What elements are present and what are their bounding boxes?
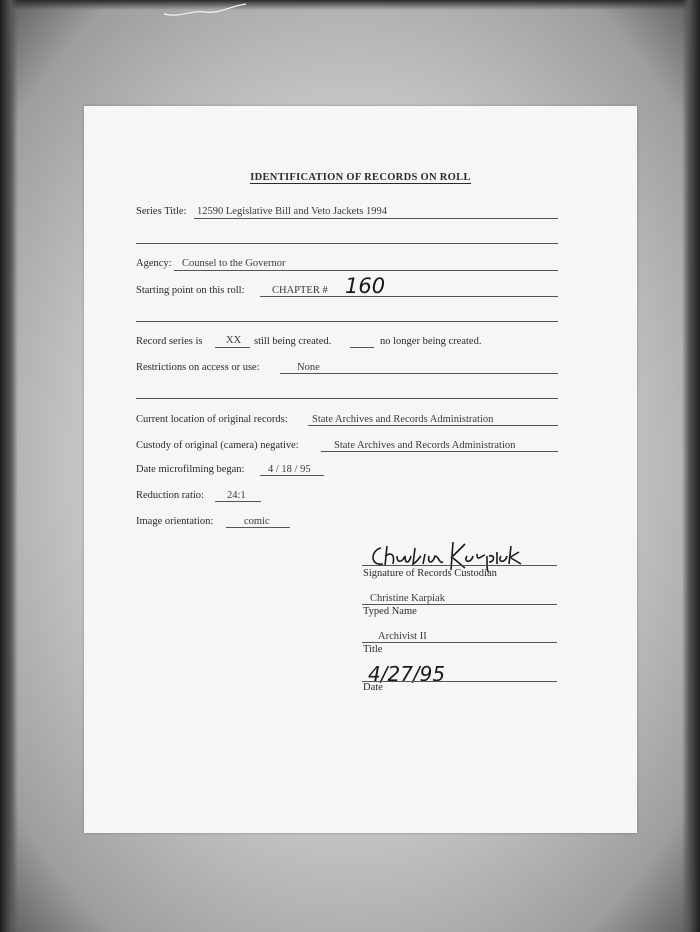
title-label: Title [363, 644, 383, 655]
orientation-underline [226, 527, 290, 528]
date-underline [362, 681, 557, 682]
record-series-label: Record series is [136, 336, 203, 347]
agency-underline [174, 270, 558, 271]
film-scratch [160, 0, 250, 22]
date-handwritten: 4/27/95 [368, 662, 446, 686]
typed-name-underline [362, 604, 557, 605]
signature-underline [362, 565, 557, 566]
date-began-label: Date microfilming began: [136, 464, 245, 475]
reduction-underline [215, 501, 261, 502]
date-label: Date [363, 682, 383, 693]
custody-value: State Archives and Records Administration [334, 440, 516, 451]
typed-name-value: Christine Karpiak [370, 593, 445, 604]
agency-value: Counsel to the Governor [182, 258, 286, 269]
still-being-created-text: still being created. [254, 336, 332, 347]
no-longer-being-created-text: no longer being created. [380, 336, 482, 347]
signature-label: Signature of Records Custodian [363, 568, 497, 579]
orientation-label: Image orientation: [136, 516, 214, 527]
record-series-mark-underline [215, 347, 250, 348]
reduction-value: 24:1 [227, 490, 246, 501]
record-series-mark: XX [226, 335, 242, 346]
starting-point-handwritten: 160 [345, 274, 386, 298]
film-edge-left [0, 0, 18, 932]
location-value: State Archives and Records Administration [312, 414, 494, 425]
starting-point-underline [260, 296, 558, 297]
reduction-label: Reduction ratio: [136, 490, 204, 501]
series-title-value: 12590 Legislative Bill and Veto Jackets 1994 [197, 206, 387, 217]
signature-handwritten [84, 106, 85, 107]
film-edge-top [0, 0, 700, 10]
agency-label: Agency: [136, 258, 172, 269]
location-underline [308, 425, 558, 426]
orientation-value: comic [244, 516, 270, 527]
starting-point-line-2 [136, 321, 558, 322]
form-title: IDENTIFICATION OF RECORDS ON ROLL [250, 172, 471, 183]
starting-point-value: CHAPTER # [272, 285, 328, 296]
custody-underline [321, 451, 558, 452]
no-longer-blank [350, 347, 374, 348]
title-underline [362, 642, 557, 643]
title-value: Archivist II [378, 631, 427, 642]
series-title-label: Series Title: [136, 206, 187, 217]
date-began-underline [260, 475, 324, 476]
restrictions-value: None [297, 362, 320, 373]
records-form [84, 106, 637, 833]
starting-point-label: Starting point on this roll: [136, 285, 245, 296]
location-label: Current location of original records: [136, 414, 288, 425]
custody-label: Custody of original (camera) negative: [136, 440, 299, 451]
restrictions-underline [280, 373, 558, 374]
series-title-line-2 [136, 243, 558, 244]
typed-name-label: Typed Name [363, 606, 417, 617]
restrictions-line-2 [136, 398, 558, 399]
series-title-underline [194, 218, 558, 219]
date-began-value: 4 / 18 / 95 [268, 464, 311, 475]
film-edge-right [682, 0, 700, 932]
restrictions-label: Restrictions on access or use: [136, 362, 260, 373]
